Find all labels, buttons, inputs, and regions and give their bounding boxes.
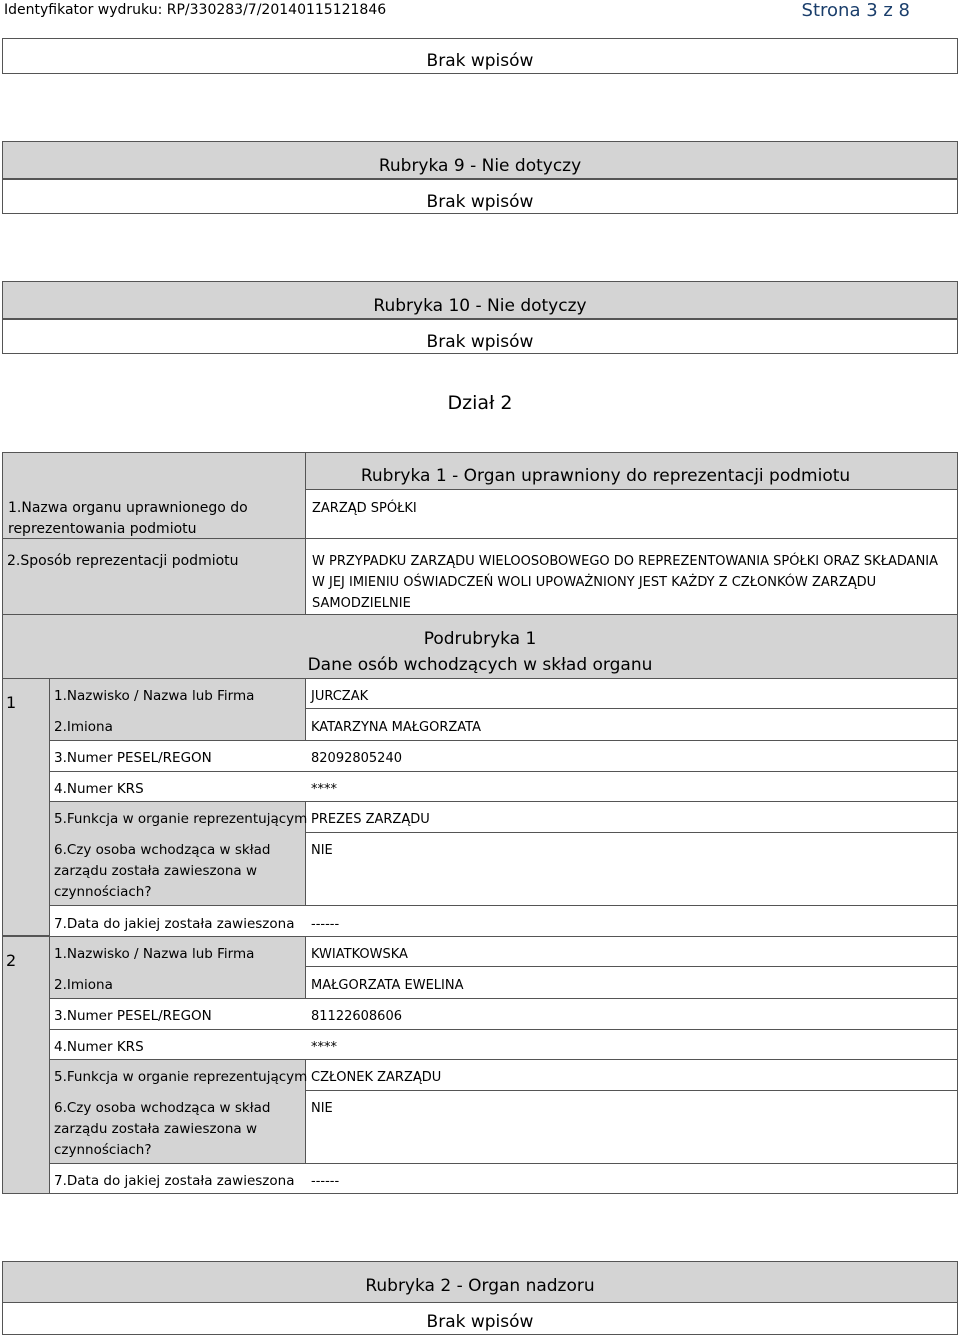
until-label: 7.Data do jakiej została zawieszona bbox=[54, 916, 295, 932]
krs-value: **** bbox=[311, 1040, 337, 1055]
organ-name-value-cell bbox=[305, 489, 958, 539]
rubryka2-body bbox=[2, 1302, 958, 1335]
section-title: Dział 2 bbox=[447, 392, 513, 414]
mode-label: 2.Sposób reprezentacji podmiotu bbox=[7, 553, 239, 569]
person-number: 2 bbox=[6, 951, 17, 970]
pesel-label: 3.Numer PESEL/REGON bbox=[54, 1008, 212, 1024]
surname-value: KWIATKOWSKA bbox=[311, 947, 408, 962]
suspended-label: 6.Czy osoba wchodząca w skład zarządu została zawieszona w czynnościach? bbox=[54, 842, 271, 900]
person-1-suspended-cell bbox=[305, 832, 958, 906]
function-label: 5.Funkcja w organie reprezentującym bbox=[54, 811, 308, 827]
empty-text: Brak wpisów bbox=[426, 332, 534, 352]
names-label: 2.Imiona bbox=[54, 977, 113, 993]
person-1-krs-row bbox=[49, 771, 958, 802]
krs-label: 4.Numer KRS bbox=[54, 1039, 144, 1055]
names-label: 2.Imiona bbox=[54, 719, 113, 735]
rubryka9-header bbox=[2, 141, 958, 179]
until-label: 7.Data do jakiej została zawieszona bbox=[54, 1173, 295, 1189]
rubryka2-header bbox=[2, 1261, 958, 1303]
surname-value: JURCZAK bbox=[311, 689, 369, 704]
pesel-value: 82092805240 bbox=[311, 751, 402, 766]
krs-value: **** bbox=[311, 782, 337, 797]
rubryka9-title: Rubryka 9 - Nie dotyczy bbox=[378, 156, 582, 176]
empty-text: Brak wpisów bbox=[426, 192, 534, 212]
subsection-subtitle: Dane osób wchodzących w skład organu bbox=[307, 655, 653, 675]
rubryka9-body bbox=[2, 179, 958, 214]
rubryka1-header bbox=[305, 452, 958, 490]
person-2-suspended-cell bbox=[305, 1090, 958, 1164]
mode-value: W PRZYPADKU ZARZĄDU WIELOOSOBOWEGO DO REPREZENTOWANIA SPÓŁKI ORAZ SKŁADANIA W JEJ IMIENIU OŚWIADCZEŃ WOLI UPOWAŻNIONY JEST KAŻDY Z CZŁONKÓW ZARZĄDU SAMODZIELNIE bbox=[312, 554, 939, 611]
rubryka10-body bbox=[2, 319, 958, 354]
suspended-value: NIE bbox=[311, 1101, 333, 1116]
krs-label: 4.Numer KRS bbox=[54, 781, 144, 797]
function-label: 5.Funkcja w organie reprezentującym bbox=[54, 1069, 308, 1085]
surname-label: 1.Nazwisko / Nazwa lub Firma bbox=[54, 688, 255, 704]
empty-block-top bbox=[2, 38, 958, 74]
pesel-label: 3.Numer PESEL/REGON bbox=[54, 750, 212, 766]
suspended-label: 6.Czy osoba wchodząca w skład zarządu została zawieszona w czynnościach? bbox=[54, 1100, 271, 1158]
person-2-krs-row bbox=[49, 1029, 958, 1060]
subsection-title: Podrubryka 1 bbox=[423, 629, 537, 649]
until-value: ------ bbox=[311, 1174, 340, 1189]
function-value: CZŁONEK ZARZĄDU bbox=[311, 1070, 442, 1085]
until-value: ------ bbox=[311, 917, 340, 932]
rubryka1-title: Rubryka 1 - Organ uprawniony do reprezentacji podmiotu bbox=[360, 466, 851, 486]
person-1-surname-cell bbox=[305, 678, 958, 709]
function-value: PREZES ZARZĄDU bbox=[311, 812, 430, 827]
subsection-header bbox=[2, 614, 958, 679]
rubryka10-header bbox=[2, 281, 958, 319]
person-2-number-cell bbox=[2, 936, 50, 1194]
page-number: Strona 3 z 8 bbox=[801, 0, 910, 21]
rubryka10-title: Rubryka 10 - Nie dotyczy bbox=[373, 296, 587, 316]
organ-name-value: ZARZĄD SPÓŁKI bbox=[312, 501, 417, 516]
names-value: MAŁGORZATA EWELINA bbox=[311, 978, 464, 993]
organ-name-label: 1.Nazwa organu uprawnionego do reprezentowania podmiotu bbox=[8, 500, 248, 537]
person-number: 1 bbox=[6, 693, 17, 712]
pesel-value: 81122608606 bbox=[311, 1009, 402, 1024]
surname-label: 1.Nazwisko / Nazwa lub Firma bbox=[54, 946, 255, 962]
print-identifier: Identyfikator wydruku: RP/330283/7/20140115121846 bbox=[4, 2, 387, 18]
suspended-value: NIE bbox=[311, 843, 333, 858]
mode-value-cell bbox=[305, 538, 958, 615]
empty-text: Brak wpisów bbox=[426, 1312, 534, 1332]
empty-text: Brak wpisów bbox=[426, 51, 534, 71]
names-value: KATARZYNA MAŁGORZATA bbox=[311, 720, 482, 735]
mode-label-cell bbox=[2, 538, 306, 615]
rubryka2-title: Rubryka 2 - Organ nadzoru bbox=[365, 1276, 595, 1296]
person-1-number-cell bbox=[2, 678, 50, 936]
